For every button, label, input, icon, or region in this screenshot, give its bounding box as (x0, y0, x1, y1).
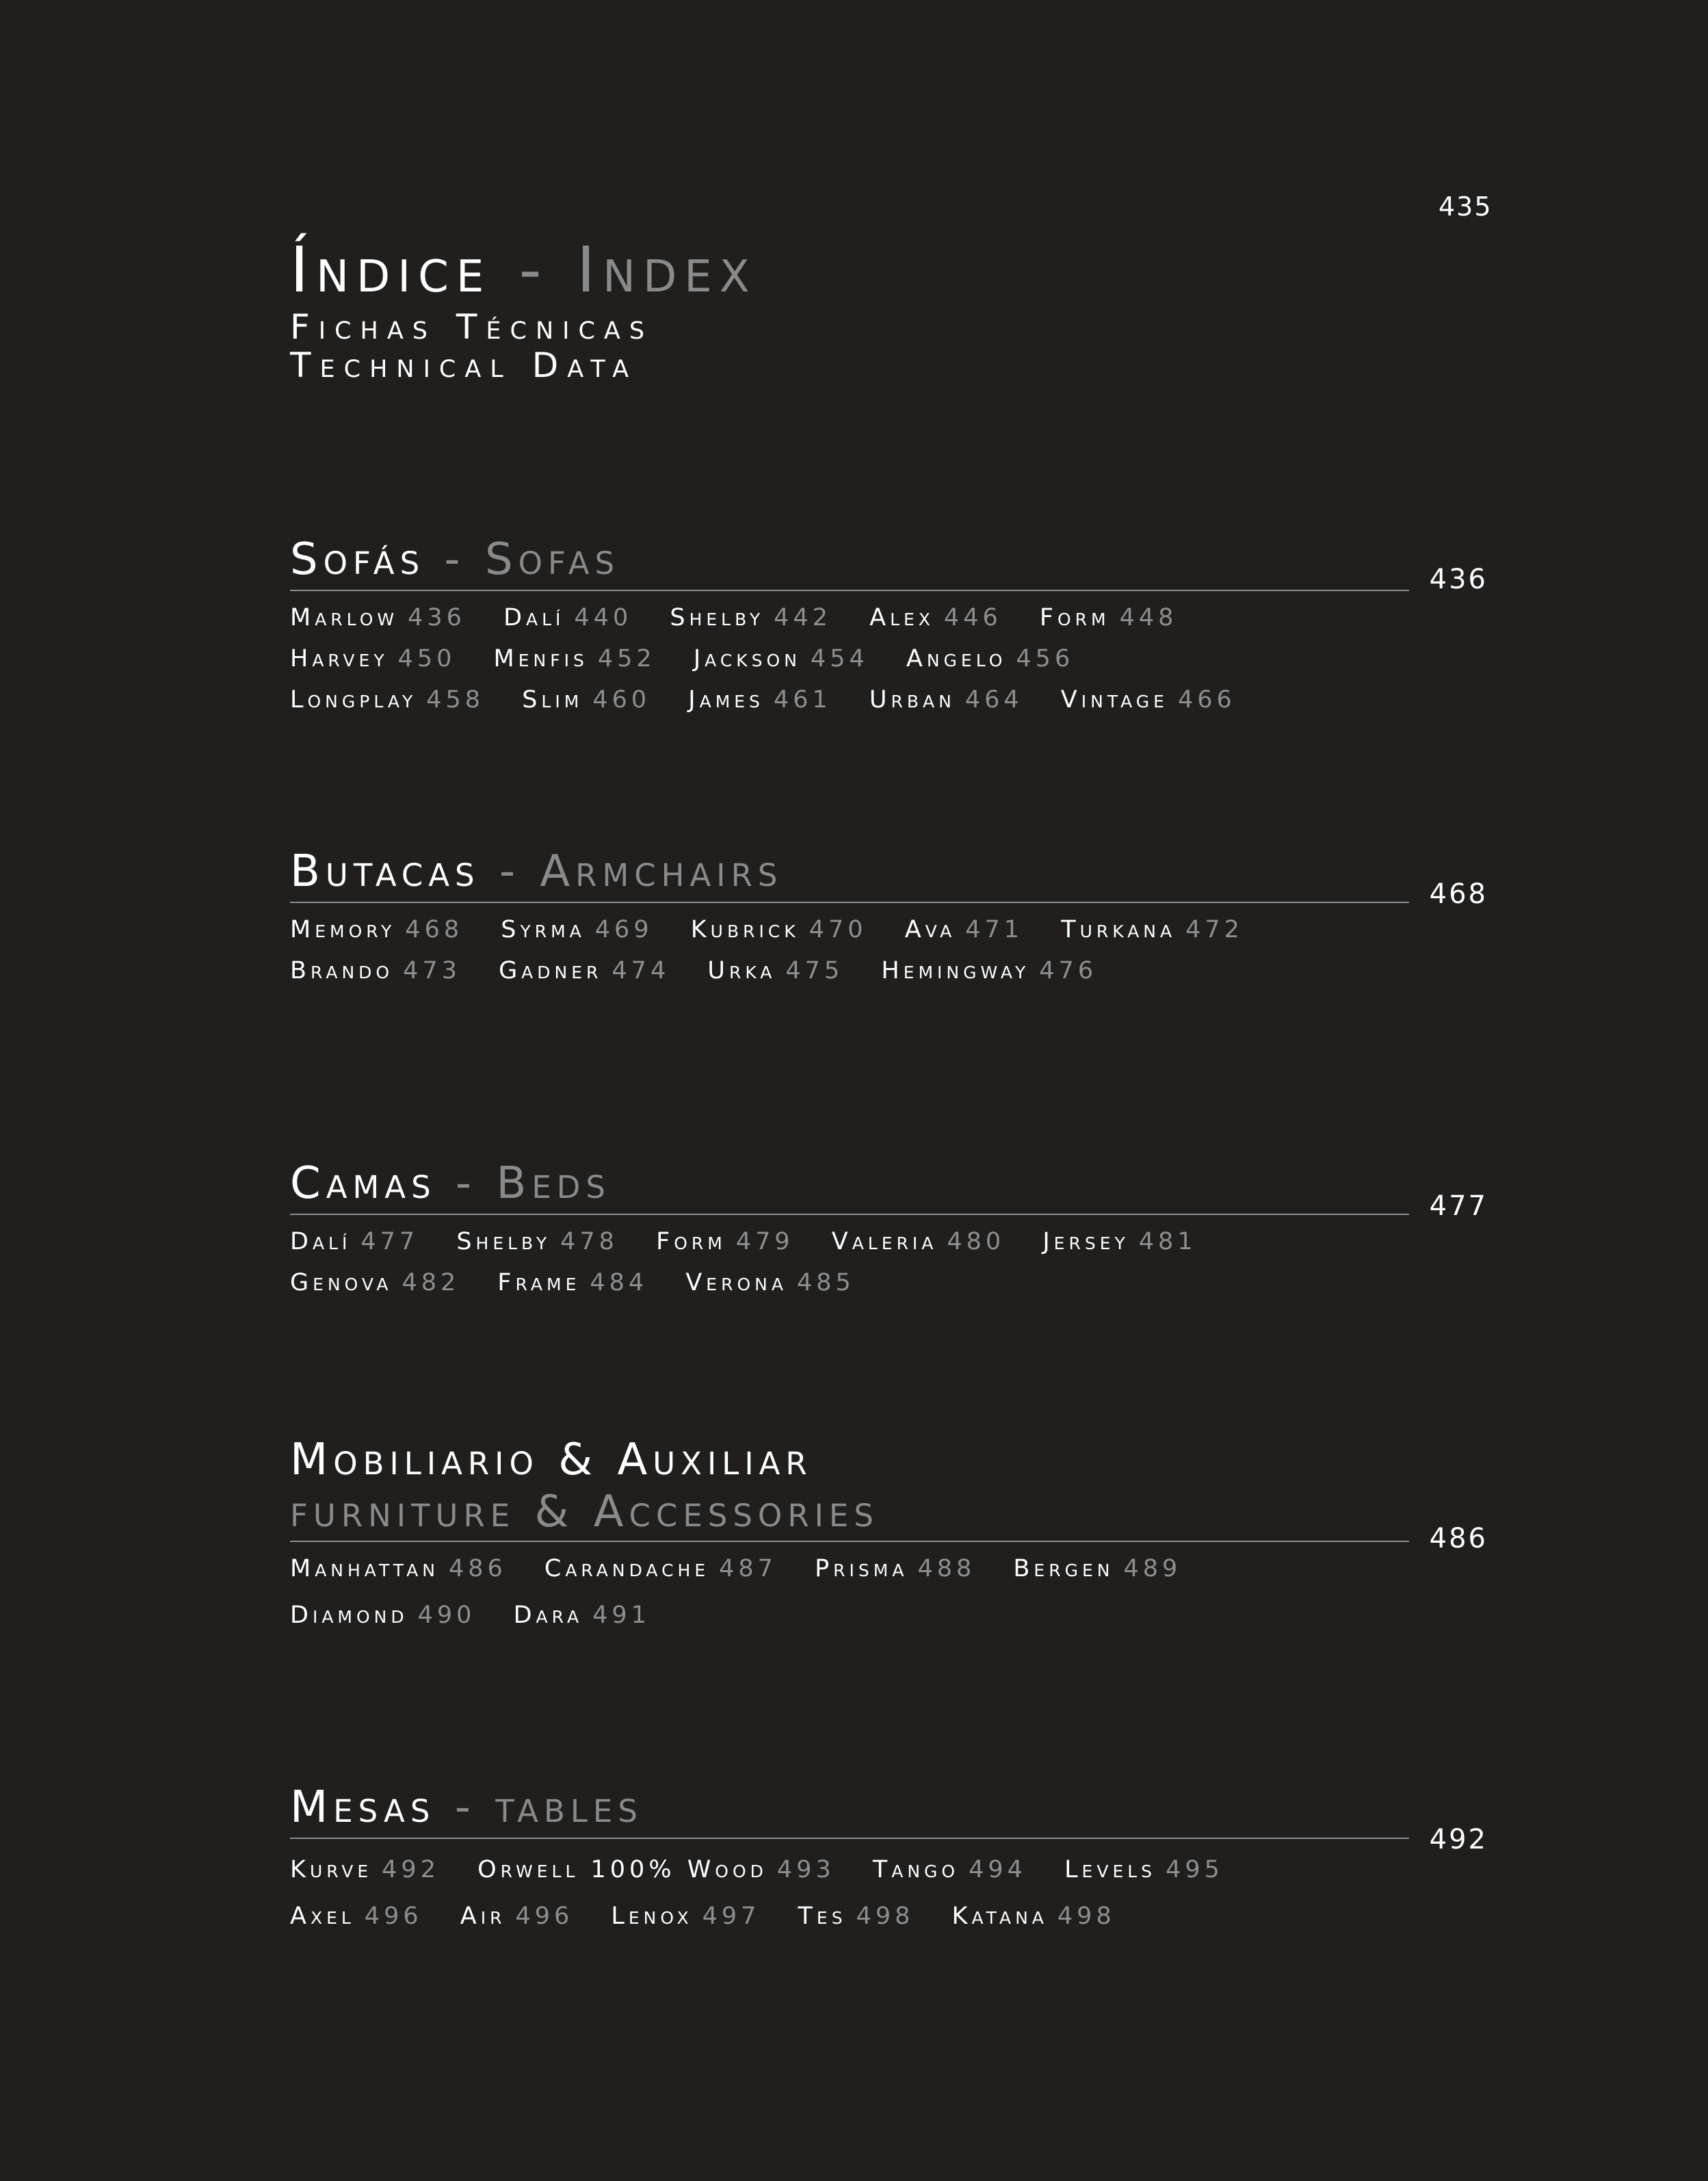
entry-page: 458 (426, 686, 485, 714)
heading-separator: - (454, 1782, 476, 1833)
entry-name: Turkana (1061, 916, 1177, 943)
title-en: Index (577, 233, 757, 306)
heading-en: Sofas (484, 534, 620, 585)
entry-name: Katana (951, 1903, 1048, 1930)
entry-page: 470 (809, 916, 867, 943)
index-entry[interactable] (832, 1227, 1005, 1256)
entry-name: Angelo (906, 645, 1007, 672)
entry-name: Vintage (1060, 686, 1168, 714)
entry-page: 454 (810, 645, 869, 672)
entry-name: Slim (522, 686, 583, 714)
entry-name: Air (460, 1903, 506, 1930)
index-entry[interactable] (290, 644, 456, 673)
heading-es: Mesas (290, 1782, 436, 1833)
entry-name: Brando (290, 957, 394, 984)
entry-name: Verona (685, 1269, 787, 1296)
index-entry[interactable] (873, 1855, 1027, 1884)
index-entry[interactable] (611, 1902, 760, 1931)
heading-en: tables (495, 1782, 643, 1833)
entry-page: 460 (592, 686, 651, 714)
entry-name: Alex (869, 604, 934, 631)
entry-name: Kubrick (690, 916, 800, 943)
entry-page: 448 (1119, 604, 1178, 631)
entry-page: 497 (702, 1903, 761, 1930)
item-row (290, 1601, 1409, 1630)
index-entry[interactable] (497, 1268, 648, 1297)
index-entry[interactable] (290, 603, 466, 632)
heading-es: Butacas (290, 846, 480, 897)
section-armchairs (290, 847, 1409, 985)
item-row (290, 915, 1409, 944)
index-entry[interactable] (477, 1855, 835, 1884)
item-row (290, 1268, 1409, 1297)
entry-name: Tes (798, 1903, 847, 1930)
section-page-number: 468 (1429, 878, 1488, 910)
heading-separator: - (499, 846, 521, 897)
entry-page: 493 (776, 1856, 835, 1883)
entry-page: 456 (1016, 645, 1075, 672)
item-row (290, 603, 1409, 632)
entry-page: 475 (785, 957, 844, 984)
entry-name: James (688, 686, 764, 714)
index-entry[interactable] (501, 915, 653, 944)
entry-page: 481 (1138, 1228, 1197, 1255)
entry-name: Urka (707, 957, 776, 984)
index-entry[interactable] (290, 915, 463, 944)
index-entry[interactable] (869, 603, 1002, 632)
entry-name: Dalí (503, 604, 565, 631)
index-entry[interactable] (881, 956, 1097, 985)
entry-name: Frame (497, 1269, 581, 1296)
entry-name: Kurve (290, 1856, 373, 1883)
section-tables (290, 1783, 1409, 1931)
index-entry[interactable] (1042, 1227, 1196, 1256)
entry-name: Marlow (290, 604, 399, 631)
entry-page: 482 (402, 1269, 460, 1296)
entry-name: Genova (290, 1269, 393, 1296)
entry-name: Bergen (1013, 1555, 1114, 1582)
entry-name: Gadner (499, 957, 603, 984)
entry-name: Valeria (831, 1228, 938, 1255)
entry-page: 479 (735, 1228, 794, 1255)
entry-page: 450 (397, 645, 456, 672)
heading-en: Beds (496, 1158, 611, 1209)
entry-page: 495 (1166, 1856, 1224, 1883)
entry-page: 484 (590, 1269, 648, 1296)
section-page-number: 486 (1429, 1523, 1488, 1554)
entry-name: Levels (1064, 1856, 1157, 1883)
entry-page: 496 (515, 1903, 574, 1930)
entry-page: 489 (1123, 1555, 1182, 1582)
entry-name: Urban (869, 686, 956, 714)
entry-page: 485 (796, 1269, 855, 1296)
entry-name: Manhattan (290, 1555, 439, 1582)
title-es: Índice (290, 233, 492, 306)
heading-es: Camas (290, 1158, 436, 1209)
entry-name: Shelby (670, 604, 765, 631)
item-row (290, 1855, 1409, 1884)
section-beds (290, 1159, 1409, 1297)
entry-page: 498 (1057, 1903, 1116, 1930)
heading-es: Mobiliario & Auxiliar (290, 1435, 813, 1485)
page-number: 435 (1438, 192, 1493, 222)
index-entry[interactable] (290, 1601, 475, 1630)
index-entry[interactable] (1040, 603, 1178, 632)
index-entry[interactable] (1013, 1554, 1181, 1583)
index-header (290, 233, 757, 384)
entry-page: 440 (574, 604, 633, 631)
entry-page: 487 (719, 1555, 777, 1582)
item-row (290, 1554, 1409, 1583)
entry-page: 461 (773, 686, 832, 714)
index-entry[interactable] (290, 685, 484, 714)
subtitle-es: Fichas Técnicas (290, 307, 654, 347)
section-page-number: 492 (1429, 1824, 1488, 1855)
entry-page: 472 (1185, 916, 1244, 943)
index-entry[interactable] (694, 644, 869, 673)
item-row (290, 1227, 1409, 1256)
index-entry[interactable] (290, 1227, 419, 1256)
index-entry[interactable] (1061, 685, 1236, 714)
index-entry[interactable] (869, 685, 1023, 714)
entry-name: Orwell 100% Wood (477, 1856, 767, 1883)
entry-page: 488 (917, 1555, 976, 1582)
index-entry[interactable] (798, 1902, 915, 1931)
section-page-number: 477 (1429, 1190, 1488, 1222)
index-entry[interactable] (707, 956, 843, 985)
section-page-number: 436 (1429, 564, 1488, 595)
index-entry[interactable] (290, 1268, 460, 1297)
heading-en: Armchairs (540, 846, 783, 897)
index-entry[interactable] (691, 915, 867, 944)
entry-name: Menfis (493, 645, 588, 672)
entry-page: 446 (943, 604, 1002, 631)
heading-es: Sofás (290, 534, 425, 585)
entry-page: 490 (417, 1602, 476, 1629)
entry-page: 496 (364, 1903, 423, 1930)
entry-page: 476 (1039, 957, 1098, 984)
index-entry[interactable] (499, 956, 670, 985)
title-separator: - (518, 233, 549, 306)
entry-page: 466 (1177, 686, 1236, 714)
entry-name: Dalí (290, 1228, 352, 1255)
entry-name: Memory (290, 916, 396, 943)
entry-name: Jersey (1042, 1228, 1129, 1255)
entry-name: Diamond (290, 1602, 408, 1629)
entry-page: 469 (594, 916, 653, 943)
section-sofas (290, 535, 1409, 714)
entry-name: Carandache (544, 1555, 710, 1582)
index-entry[interactable] (514, 1601, 651, 1630)
index-entry[interactable] (905, 915, 1023, 944)
index-entry[interactable] (544, 1554, 777, 1583)
index-entry[interactable] (290, 1554, 507, 1583)
index-entry[interactable] (456, 1227, 618, 1256)
index-entry[interactable] (290, 1902, 423, 1931)
page-title (290, 233, 757, 308)
entry-name: Ava (904, 916, 956, 943)
entry-name: Tango (872, 1856, 960, 1883)
heading-separator: - (444, 534, 466, 585)
entry-page: 452 (597, 645, 656, 672)
entry-page: 468 (405, 916, 464, 943)
entry-name: Form (1039, 604, 1110, 631)
index-entry[interactable] (503, 603, 632, 632)
item-row (290, 685, 1409, 714)
index-entry[interactable] (1064, 1855, 1224, 1884)
item-row (290, 1902, 1409, 1931)
item-row (290, 956, 1409, 985)
entry-page: 494 (969, 1856, 1027, 1883)
entry-name: Longplay (290, 686, 417, 714)
entry-page: 464 (964, 686, 1023, 714)
entry-page: 436 (408, 604, 466, 631)
entry-page: 486 (448, 1555, 507, 1582)
index-entry[interactable] (290, 956, 461, 985)
entry-name: Hemingway (881, 957, 1030, 984)
entry-page: 478 (560, 1228, 618, 1255)
index-entry[interactable] (952, 1902, 1116, 1931)
entry-name: Harvey (290, 645, 389, 672)
entry-name: Lenox (611, 1903, 693, 1930)
entry-name: Dara (513, 1602, 583, 1629)
entry-name: Shelby (456, 1228, 551, 1255)
index-entry[interactable] (685, 1268, 854, 1297)
item-row (290, 644, 1409, 673)
subtitle-en: Technical Data (290, 345, 638, 385)
entry-page: 498 (856, 1903, 915, 1930)
heading-en: furniture & Accessories (290, 1487, 879, 1537)
entry-page: 477 (360, 1228, 419, 1255)
entry-page: 480 (947, 1228, 1006, 1255)
index-entry[interactable] (906, 644, 1074, 673)
section-heading (290, 1435, 1409, 1485)
entry-page: 442 (774, 604, 832, 631)
entry-page: 474 (612, 957, 670, 984)
index-entry[interactable] (670, 603, 832, 632)
entry-name: Form (656, 1228, 726, 1255)
index-entry[interactable] (460, 1902, 574, 1931)
entry-page: 491 (592, 1602, 651, 1629)
index-entry[interactable] (688, 685, 831, 714)
entry-page: 492 (382, 1856, 440, 1883)
index-entry[interactable] (1061, 915, 1244, 944)
index-entry[interactable] (656, 1227, 794, 1256)
index-entry[interactable] (494, 644, 656, 673)
heading-separator: - (456, 1158, 477, 1209)
index-entry[interactable] (522, 685, 651, 714)
entry-page: 473 (403, 957, 461, 984)
entry-name: Prisma (815, 1555, 908, 1582)
index-entry[interactable] (815, 1554, 975, 1583)
entry-page: 471 (965, 916, 1024, 943)
entry-name: Axel (290, 1903, 355, 1930)
entry-name: Jackson (693, 645, 801, 672)
entry-name: Syrma (501, 916, 586, 943)
index-entry[interactable] (290, 1855, 440, 1884)
